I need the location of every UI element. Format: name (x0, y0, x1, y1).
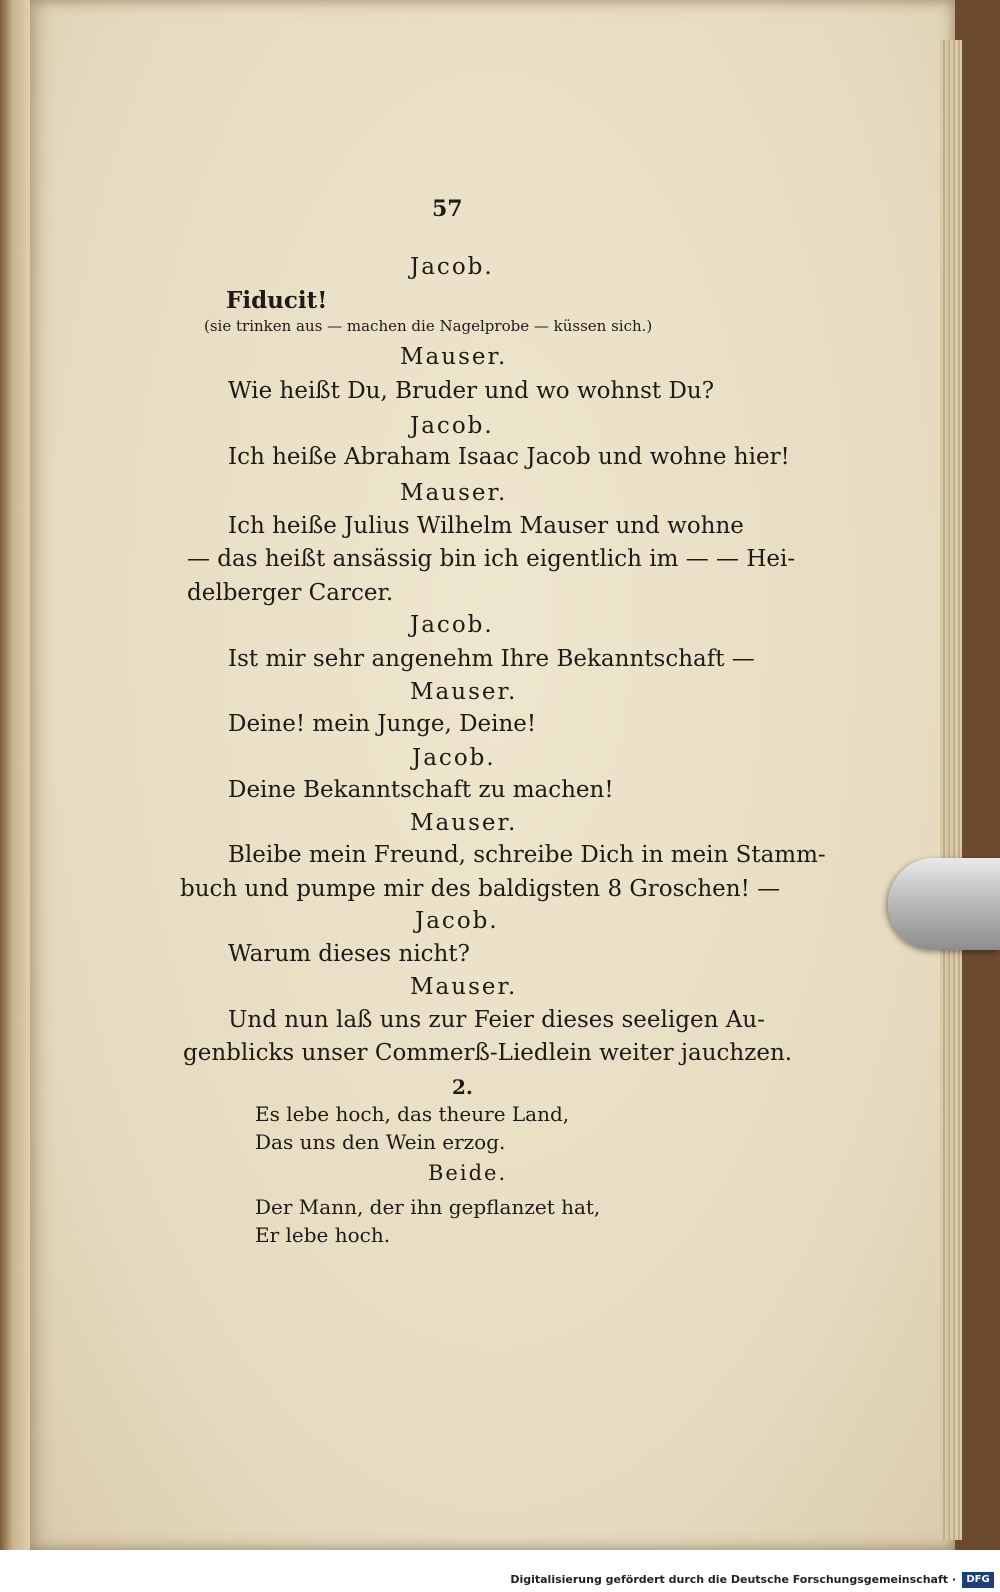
speaker-jacob: Jacob. (415, 908, 499, 934)
song-line: Es lebe hoch, das theure Land, (255, 1102, 570, 1126)
dialogue-line: Ich heiße Julius Wilhelm Mauser und wohne (228, 513, 744, 539)
left-page-edge (0, 0, 32, 1592)
dialogue-line: Ist mir sehr angenehm Ihre Bekanntschaft — (228, 646, 755, 672)
page-stack-edge (940, 40, 962, 1540)
dialogue-line: Deine Bekanntschaft zu machen! (228, 777, 614, 803)
speaker-mauser: Mauser. (410, 810, 518, 836)
dialogue-line: Deine! mein Junge, Deine! (228, 711, 537, 737)
dialogue-line: delberger Carcer. (187, 580, 394, 606)
stage-direction: (sie trinken aus — machen die Nagelprobe — küssen sich.) (204, 317, 653, 335)
song-line: Der Mann, der ihn gepflanzet hat, (255, 1195, 601, 1219)
speaker-beide: Beide. (428, 1161, 508, 1185)
speaker-jacob: Jacob. (410, 612, 494, 638)
song-line: Er lebe hoch. (255, 1223, 391, 1247)
dfg-logo: DFG (962, 1572, 994, 1588)
dialogue-line: Fiducit! (226, 287, 328, 314)
speaker-jacob: Jacob. (410, 413, 494, 439)
dialogue-line: Warum dieses nicht? (228, 941, 470, 967)
speaker-mauser: Mauser. (410, 679, 518, 705)
dialogue-line: Wie heißt Du, Bruder und wo wohnst Du? (228, 378, 715, 404)
funding-credit: Digitalisierung gefördert durch die Deutsche Forschungsgemeinschaft · (510, 1573, 956, 1586)
speaker-mauser: Mauser. (400, 480, 508, 506)
speaker-jacob: Jacob. (410, 254, 494, 280)
dialogue-line: Und nun laß uns zur Feier dieses seeligen Au- (228, 1007, 765, 1033)
dialogue-line: genblicks unser Commerß-Liedlein weiter jauchzen. (183, 1040, 793, 1066)
metal-clip (888, 858, 1000, 950)
page-number: 57 (432, 196, 463, 222)
dialogue-line: buch und pumpe mir des baldigsten 8 Groschen! — (180, 876, 781, 902)
speaker-mauser: Mauser. (410, 974, 518, 1000)
speaker-mauser: Mauser. (400, 344, 508, 370)
footer-bar (0, 1550, 1000, 1592)
song-line: Das uns den Wein erzog. (255, 1130, 506, 1154)
book-page (30, 0, 955, 1550)
dialogue-line: — das heißt ansässig bin ich eigentlich im — — Hei- (187, 546, 796, 572)
dialogue-line: Bleibe mein Freund, schreibe Dich in mein Stamm- (228, 842, 826, 868)
speaker-jacob: Jacob. (412, 745, 496, 771)
dialogue-line: Ich heiße Abraham Isaac Jacob und wohne hier! (228, 444, 790, 470)
verse-number: 2. (452, 1075, 473, 1099)
